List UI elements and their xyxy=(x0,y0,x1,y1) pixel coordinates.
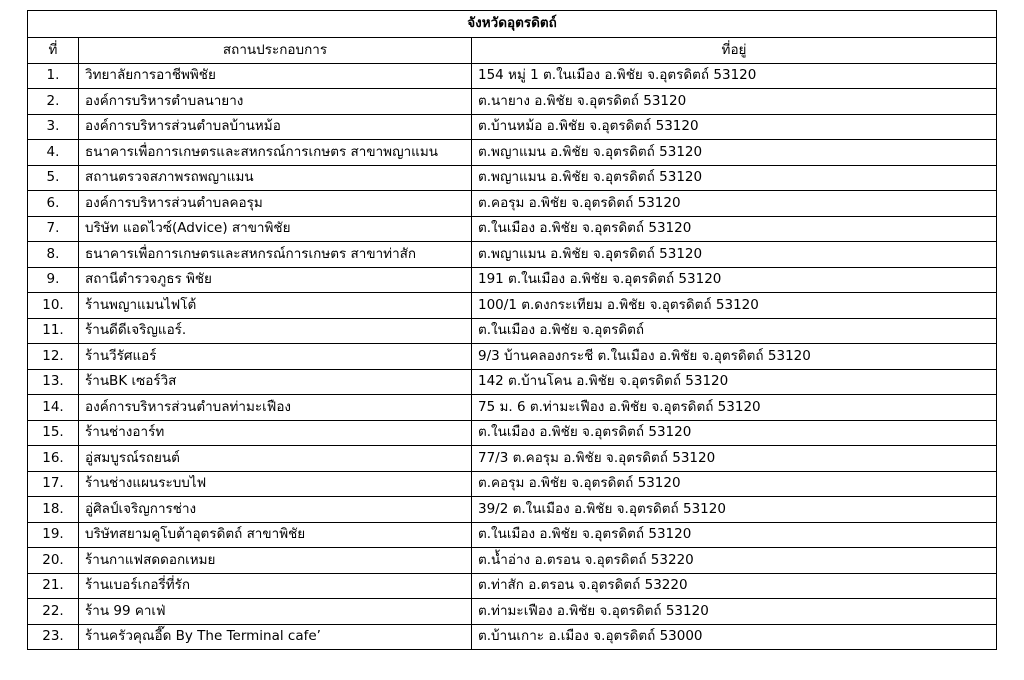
row-address: 191 ต.ในเมือง อ.พิชัย จ.อุตรดิตถ์ 53120 xyxy=(472,267,997,293)
table-row xyxy=(28,446,997,472)
row-number: 20. xyxy=(28,548,79,574)
row-address: 9/3 บ้านคลองกระชี ต.ในเมือง อ.พิชัย จ.อุตรดิตถ์ 53120 xyxy=(472,344,997,370)
table-row xyxy=(28,140,997,166)
establishment-table xyxy=(27,10,997,650)
table-row xyxy=(28,369,997,395)
table-row xyxy=(28,114,997,140)
row-name: ร้านช่างแผนระบบไฟ xyxy=(79,471,472,497)
row-name: อู่สมบูรณ์รถยนต์ xyxy=(79,446,472,472)
row-number: 19. xyxy=(28,522,79,548)
table-row xyxy=(28,344,997,370)
row-address: 77/3 ต.คอรุม อ.พิชัย จ.อุตรดิตถ์ 53120 xyxy=(472,446,997,472)
row-name: องค์การบริหารส่วนตำบลท่ามะเฟือง xyxy=(79,395,472,421)
row-address: ต.ในเมือง อ.พิชัย จ.อุตรดิตถ์ 53120 xyxy=(472,216,997,242)
row-number: 15. xyxy=(28,420,79,446)
row-address: ต.พญาแมน อ.พิชัย จ.อุตรดิตถ์ 53120 xyxy=(472,165,997,191)
row-address: ต.พญาแมน อ.พิชัย จ.อุตรดิตถ์ 53120 xyxy=(472,140,997,166)
row-number: 1. xyxy=(28,63,79,89)
row-name: อู่ศิลป์เจริญการช่าง xyxy=(79,497,472,523)
row-address: ต.น้ำอ่าง อ.ตรอน จ.อุตรดิตถ์ 53220 xyxy=(472,548,997,574)
row-address: ต.พญาแมน อ.พิชัย จ.อุตรดิตถ์ 53120 xyxy=(472,242,997,268)
row-address: ต.ท่าสัก อ.ตรอน จ.อุตรดิตถ์ 53220 xyxy=(472,573,997,599)
row-name: สถานตรวจสภาพรถพญาแมน xyxy=(79,165,472,191)
row-address: 154 หมู่ 1 ต.ในเมือง อ.พิชัย จ.อุตรดิตถ์ 53120 xyxy=(472,63,997,89)
row-name: องค์การบริหารตำบลนายาง xyxy=(79,89,472,115)
table-row xyxy=(28,522,997,548)
row-number: 16. xyxy=(28,446,79,472)
row-address: ต.บ้านหม้อ อ.พิชัย จ.อุตรดิตถ์ 53120 xyxy=(472,114,997,140)
table-row xyxy=(28,63,997,89)
row-number: 5. xyxy=(28,165,79,191)
row-number: 10. xyxy=(28,293,79,319)
table-row xyxy=(28,395,997,421)
header-row xyxy=(28,38,997,64)
row-number: 11. xyxy=(28,318,79,344)
row-number: 6. xyxy=(28,191,79,217)
row-name: วิทยาลัยการอาชีพพิชัย xyxy=(79,63,472,89)
row-name: ร้านพญาแมนไฟโต้ xyxy=(79,293,472,319)
row-number: 23. xyxy=(28,624,79,650)
table-row xyxy=(28,471,997,497)
table-row xyxy=(28,89,997,115)
table-row xyxy=(28,165,997,191)
row-name: ธนาคารเพื่อการเกษตรและสหกรณ์การเกษตร สาขาพญาแมน xyxy=(79,140,472,166)
row-address: ต.ในเมือง อ.พิชัย จ.อุตรดิตถ์ 53120 xyxy=(472,522,997,548)
row-number: 14. xyxy=(28,395,79,421)
table-row xyxy=(28,293,997,319)
row-address: ต.คอรุม อ.พิชัย จ.อุตรดิตถ์ 53120 xyxy=(472,191,997,217)
title-row xyxy=(28,11,997,38)
table-row xyxy=(28,318,997,344)
row-number: 2. xyxy=(28,89,79,115)
row-address: 75 ม. 6 ต.ท่ามะเฟือง อ.พิชัย จ.อุตรดิตถ์ 53120 xyxy=(472,395,997,421)
row-number: 17. xyxy=(28,471,79,497)
row-number: 13. xyxy=(28,369,79,395)
table-row xyxy=(28,191,997,217)
row-address: ต.ในเมือง อ.พิชัย จ.อุตรดิตถ์ xyxy=(472,318,997,344)
row-number: 12. xyxy=(28,344,79,370)
column-header-no: ที่ xyxy=(28,38,79,64)
row-address: 100/1 ต.ดงกระเทียม อ.พิชัย จ.อุตรดิตถ์ 53120 xyxy=(472,293,997,319)
table-title: จังหวัดอุตรดิตถ์ xyxy=(28,11,997,38)
table-row xyxy=(28,599,997,625)
table-row xyxy=(28,267,997,293)
row-number: 18. xyxy=(28,497,79,523)
column-header-address: ที่อยู่ xyxy=(472,38,997,64)
row-name: บริษัท แอดไวซ์(Advice) สาขาพิชัย xyxy=(79,216,472,242)
row-address: 39/2 ต.ในเมือง อ.พิชัย จ.อุตรดิตถ์ 53120 xyxy=(472,497,997,523)
row-number: 8. xyxy=(28,242,79,268)
row-number: 7. xyxy=(28,216,79,242)
row-name: ร้านเบอร์เกอรี่ที่รัก xyxy=(79,573,472,599)
row-name: ร้านครัวคุณอี๊ด By The Terminal cafe’ xyxy=(79,624,472,650)
column-header-name: สถานประกอบการ xyxy=(79,38,472,64)
row-address: ต.ท่ามะเฟือง อ.พิชัย จ.อุตรดิตถ์ 53120 xyxy=(472,599,997,625)
row-name: บริษัทสยามคูโบต้าอุตรดิตถ์ สาขาพิชัย xyxy=(79,522,472,548)
table-row xyxy=(28,548,997,574)
row-name: องค์การบริหารส่วนตำบลบ้านหม้อ xyxy=(79,114,472,140)
row-address: ต.ในเมือง อ.พิชัย จ.อุตรดิตถ์ 53120 xyxy=(472,420,997,446)
row-number: 21. xyxy=(28,573,79,599)
document-sheet xyxy=(27,10,996,650)
row-name: ร้านกาแฟสดดอกเหมย xyxy=(79,548,472,574)
row-name: ร้านวีรัศแอร์ xyxy=(79,344,472,370)
table-row xyxy=(28,242,997,268)
row-name: ร้าน 99 คาเฟ่ xyxy=(79,599,472,625)
row-name: ร้านช่างอาร์ท xyxy=(79,420,472,446)
row-number: 9. xyxy=(28,267,79,293)
row-number: 22. xyxy=(28,599,79,625)
row-number: 4. xyxy=(28,140,79,166)
row-address: 142 ต.บ้านโคน อ.พิชัย จ.อุตรดิตถ์ 53120 xyxy=(472,369,997,395)
row-number: 3. xyxy=(28,114,79,140)
table-row xyxy=(28,624,997,650)
row-address: ต.คอรุม อ.พิชัย จ.อุตรดิตถ์ 53120 xyxy=(472,471,997,497)
row-address: ต.นายาง อ.พิชัย จ.อุตรดิตถ์ 53120 xyxy=(472,89,997,115)
row-name: ร้านดีดีเจริญแอร์. xyxy=(79,318,472,344)
row-name: องค์การบริหารส่วนตำบลคอรุม xyxy=(79,191,472,217)
table-row xyxy=(28,216,997,242)
row-address: ต.บ้านเกาะ อ.เมือง จ.อุตรดิตถ์ 53000 xyxy=(472,624,997,650)
row-name: ร้านBK เซอร์วิส xyxy=(79,369,472,395)
table-row xyxy=(28,573,997,599)
table-row xyxy=(28,420,997,446)
table-row xyxy=(28,497,997,523)
table-body xyxy=(28,11,997,650)
row-name: ธนาคารเพื่อการเกษตรและสหกรณ์การเกษตร สาขาท่าสัก xyxy=(79,242,472,268)
row-name: สถานีตำรวจภูธร พิชัย xyxy=(79,267,472,293)
